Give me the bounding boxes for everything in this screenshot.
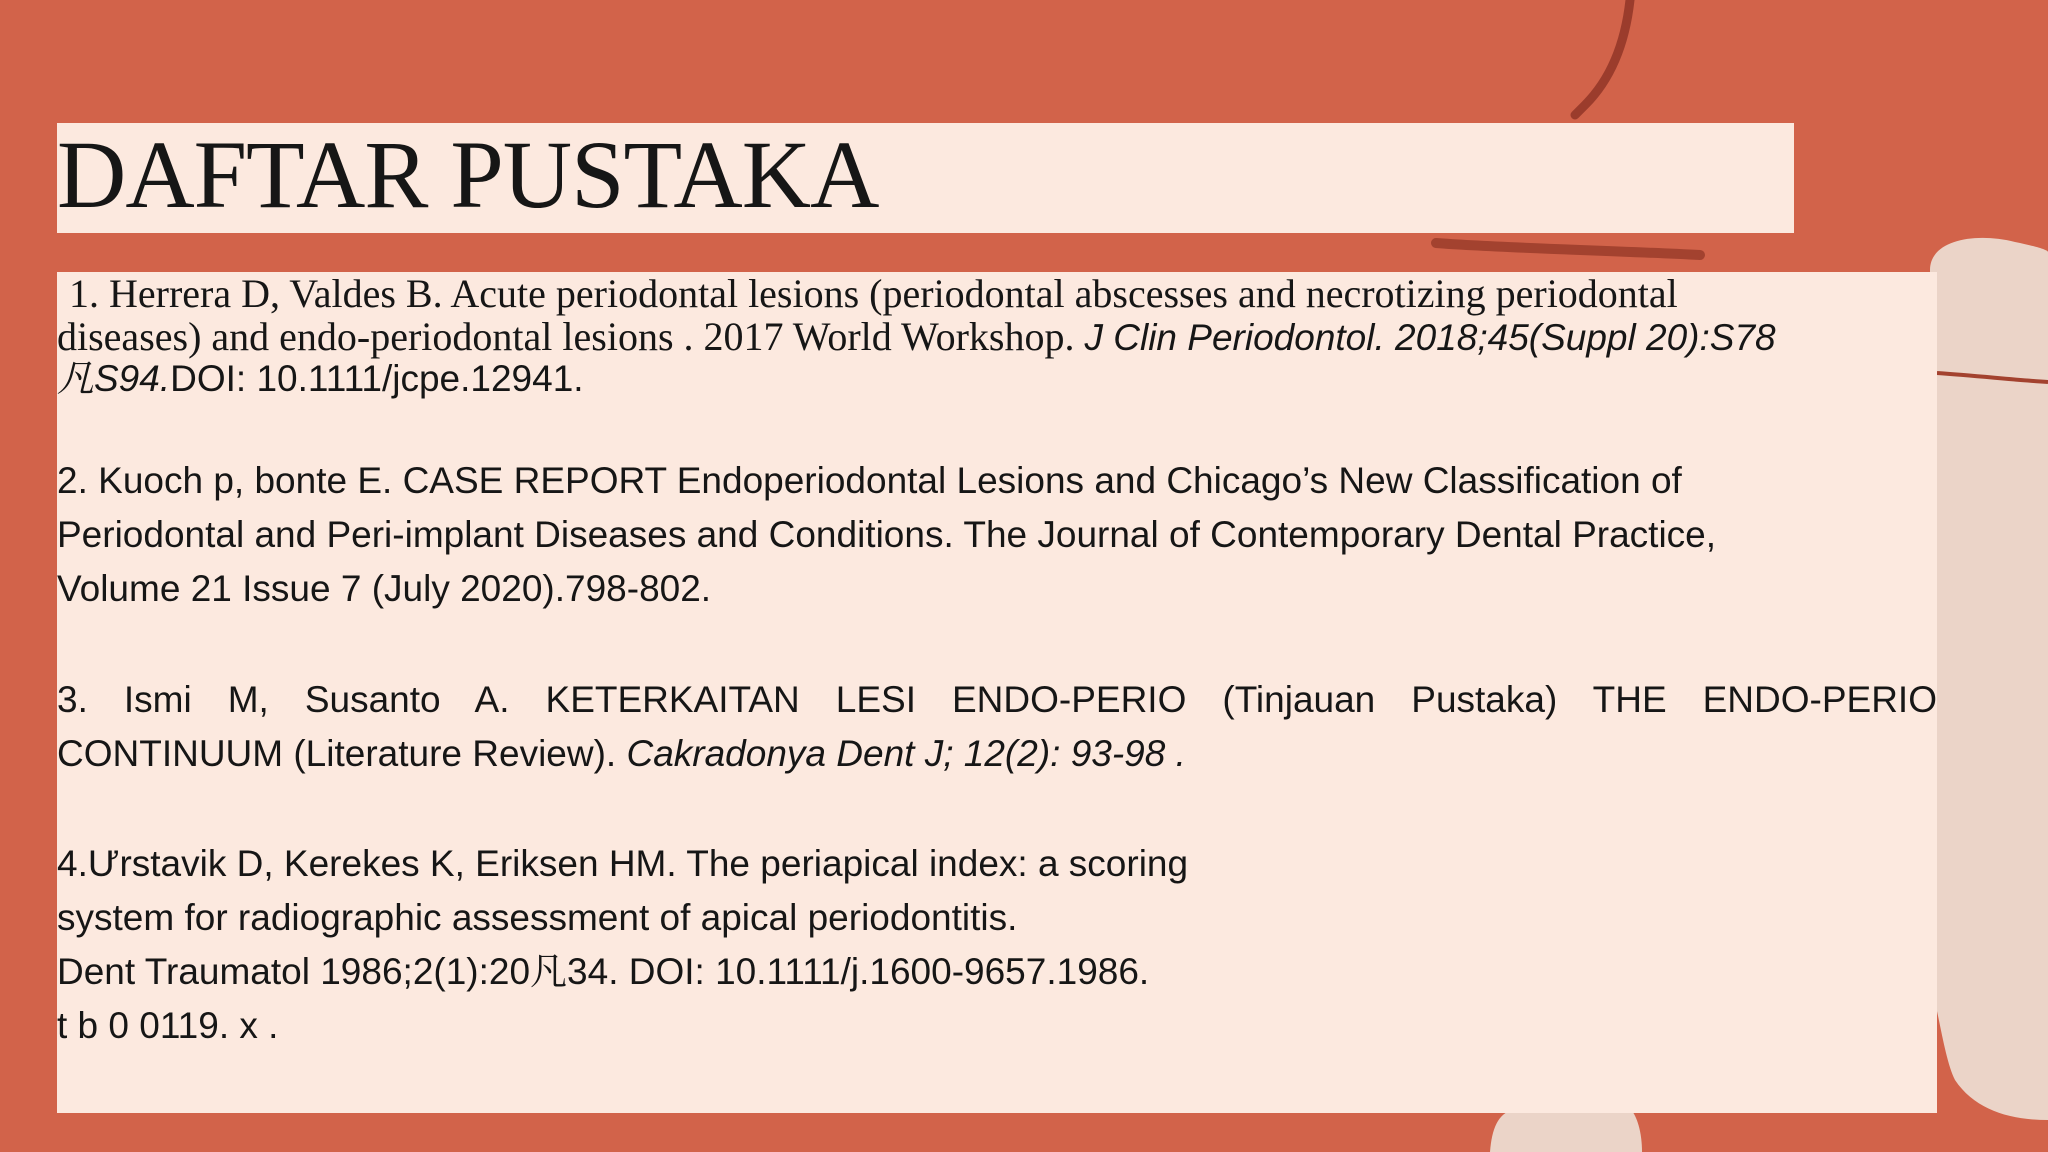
references-panel <box>57 272 1937 1113</box>
reference-3 <box>57 673 1937 781</box>
reference-3-journal: Cakradonya Dent J; 12(2): 93-98 . <box>626 733 1186 774</box>
reference-2-line-2: Periodontal and Peri-implant Diseases and Conditions. The Journal of Contemporary Dental Practice, <box>57 514 1717 555</box>
reference-3-line-1: 3. Ismi M, Susanto A. KETERKAITAN LESI ENDO-PERIO (Tinjauan Pustaka) THE ENDO-PERIO <box>57 679 1937 720</box>
reference-1-doi: DOI: 10.1111/jcpe.12941. <box>170 358 584 399</box>
reference-1-text: Herrera D, Valdes B. Acute periodontal lesions (periodontal abscesses and necrotizing periodontal <box>109 271 1678 316</box>
reference-1-line-1 <box>69 272 1678 315</box>
reference-4-line-2: system for radiographic assessment of apical periodontitis. <box>57 897 1018 938</box>
decor-blob-bottom <box>1490 1108 1642 1152</box>
reference-4 <box>57 837 1937 1053</box>
reference-2 <box>57 454 1937 616</box>
reference-4-line-4: t b 0 0119. x . <box>57 1005 279 1046</box>
title-panel <box>57 123 1794 233</box>
reference-1-text-2: diseases) and endo-periodontal lesions . 2017 World Workshop. <box>57 314 1085 359</box>
reference-1-line-3 <box>57 352 584 406</box>
reference-3-line-2 <box>57 727 1937 781</box>
reference-2-line-1: 2. Kuoch p, bonte E. CASE REPORT Endoperiodontal Lesions and Chicago’s New Classification of <box>57 460 1682 501</box>
reference-3-text-2: CONTINUUM (Literature Review). <box>57 733 627 774</box>
reference-4-line-3: Dent Traumatol 1986;2(1):20凡34. DOI: 10.1111/j.1600-9657.1986. <box>57 951 1150 992</box>
reference-2-line-3: Volume 21 Issue 7 (July 2020).798-802. <box>57 568 712 609</box>
page-title: DAFTAR PUSTAKA <box>57 121 879 228</box>
reference-1-number: 1. <box>69 271 99 316</box>
decor-blob-right <box>1930 238 2048 1120</box>
reference-1-journal: J Clin Periodontol. 2018;45(Suppl 20):S78 <box>1084 317 1776 358</box>
reference-4-line-1: 4.Ưrstavik D, Kerekes K, Eriksen HM. The periapical index: a scoring <box>57 843 1189 884</box>
reference-1-pages: 凡S94. <box>57 358 171 399</box>
